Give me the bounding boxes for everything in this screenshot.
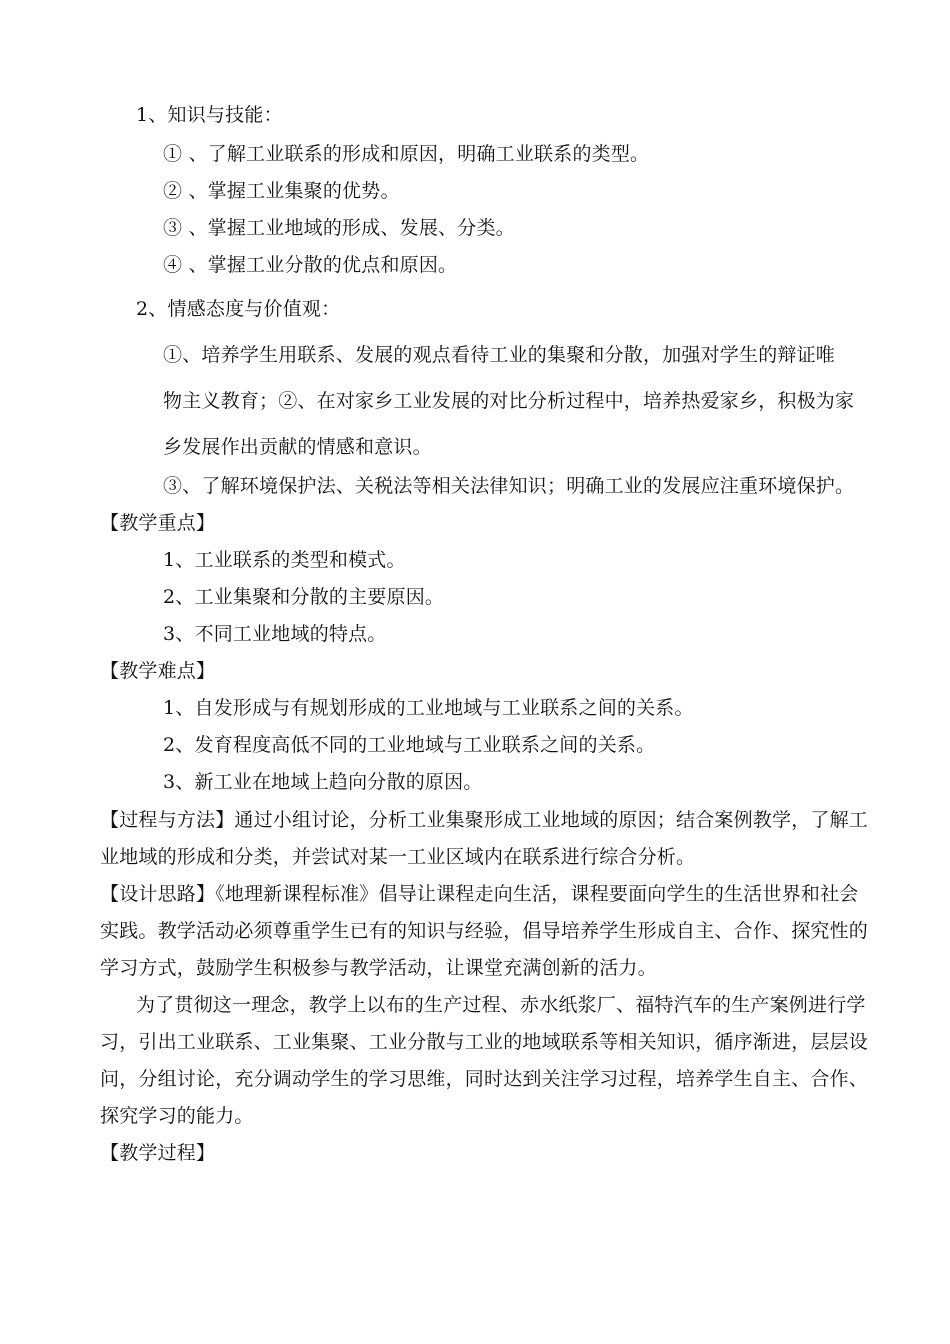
attitude-line-1: ①、培养学生用联系、发展的观点看待工业的集聚和分散，加强对学生的辩证唯 xyxy=(163,344,836,366)
attitude-line-2: 物主义教育；②、在对家乡工业发展的对比分析过程中，培养热爱家乡，积极为家 xyxy=(163,390,855,412)
key-point-1: 1、工业联系的类型和模式。 xyxy=(163,549,406,571)
design-idea-para2-line-4: 探究学习的能力。 xyxy=(100,1105,254,1127)
knowledge-skills-heading: 1、知识与技能： xyxy=(136,104,283,126)
knowledge-item-4: ④ 、掌握工业分散的优点和原因。 xyxy=(163,254,458,276)
design-idea-line-1: 【设计思路】《地理新课程标准》倡导让课程走向生活，课程要面向学生的生活世界和社会 xyxy=(100,883,859,905)
difficulty-3: 3、新工业在地域上趋向分散的原因。 xyxy=(163,771,483,793)
design-idea-line-3: 学习方式，鼓励学生积极参与教学活动，让课堂充满创新的活力。 xyxy=(100,957,657,979)
design-idea-para2-line-1: 为了贯彻这一理念，教学上以布的生产过程、赤水纸浆厂、福特汽车的生产案例进行学 xyxy=(136,994,866,1016)
process-method-line-1: 【过程与方法】通过小组讨论，分析工业集聚形成工业地域的原因；结合案例教学，了解工 xyxy=(100,809,869,831)
key-points-heading: 【教学重点】 xyxy=(100,512,216,534)
design-idea-para2-line-3: 问，分组讨论，充分调动学生的学习思维，同时达到关注学习过程，培养学生自主、合作、 xyxy=(100,1068,869,1090)
difficulty-2: 2、发育程度高低不同的工业地域与工业联系之间的关系。 xyxy=(163,734,656,756)
knowledge-item-3: ③ 、掌握工业地域的形成、发展、分类。 xyxy=(163,217,515,239)
design-idea-line-2: 实践。教学活动必须尊重学生已有的知识与经验，倡导培养学生形成自主、合作、探究性的 xyxy=(100,920,869,942)
knowledge-item-2: ② 、掌握工业集聚的优势。 xyxy=(163,180,400,202)
teaching-process-heading: 【教学过程】 xyxy=(100,1142,216,1164)
process-method-line-2: 业地域的形成和分类，并尝试对某一工业区域内在联系进行综合分析。 xyxy=(100,846,696,868)
difficulties-heading: 【教学难点】 xyxy=(100,660,216,682)
attitude-line-4: ③、了解环境保护法、关税法等相关法律知识；明确工业的发展应注重环境保护。 xyxy=(163,475,855,497)
attitude-line-3: 乡发展作出贡献的情感和意识。 xyxy=(163,436,432,458)
knowledge-item-1: ① 、了解工业联系的形成和原因，明确工业联系的类型。 xyxy=(163,143,650,165)
key-point-2: 2、工业集聚和分散的主要原因。 xyxy=(163,586,445,608)
difficulty-1: 1、自发形成与有规划形成的工业地域与工业联系之间的关系。 xyxy=(163,697,694,719)
attitude-values-heading: 2、情感态度与价值观： xyxy=(136,298,341,320)
design-idea-para2-line-2: 习，引出工业联系、工业集聚、工业分散与工业的地域联系等相关知识，循序渐进，层层设 xyxy=(100,1031,869,1053)
key-point-3: 3、不同工业地域的特点。 xyxy=(163,623,387,645)
